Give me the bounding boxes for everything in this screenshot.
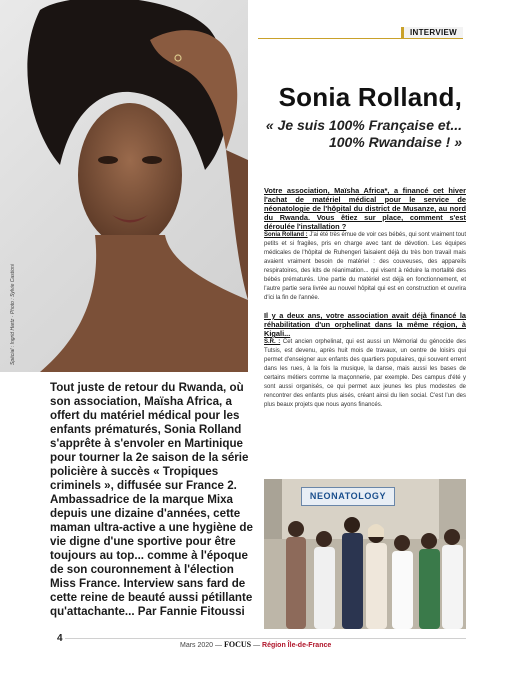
answer-1 bbox=[264, 231, 466, 303]
answer-1-speaker: Sonia Rolland : bbox=[264, 232, 308, 238]
headline: Sonia Rolland, bbox=[278, 82, 462, 112]
question-2: Il y a deux ans, votre association avait déjà financé la réhabilitation d'un orphelinat dans la même région, à Kigali... bbox=[264, 311, 466, 338]
section-rule bbox=[258, 38, 463, 39]
subtitle: « Je suis 100% Française et... 100% Rwandaise ! » bbox=[265, 117, 462, 150]
neonatology-sign: NEONATOLOGY bbox=[301, 487, 395, 506]
footer-date: Mars 2020 bbox=[180, 642, 214, 649]
portrait-illustration bbox=[0, 0, 248, 372]
group-photo bbox=[264, 479, 466, 629]
footer-region: Région Île-de-France bbox=[262, 642, 332, 649]
answer-1-text: J'ai été très émue de voir ces bébés, qui sont vraiment tout petits et si fragiles, pris en charge avec tant de dévotion. Les équipes médicales de l'hôpital de Ruhengeri faisaient déjà du très bon travail mais avaient vraiment besoin de matériel : des couveuses, des appareils respiratoires, des kits de réanimation... qui visent à réduire la mortalité des bébés prématurés. Une partie du matériel est déjà en fonctionnement, et l'autre partie sera livrée au nouvel hôpital qui est en construction et ouvrira d'ici la fin de l'année. bbox=[264, 232, 466, 301]
footer-sep-2: — bbox=[253, 642, 261, 649]
answer-2-text: Cet ancien orphelinat, qui est aussi un Mémorial du génocide des Tutsis, est devenu, après huit mois de travaux, un centre de loisirs qui permet d'enseigner aux enfants des quartiers populaires, qui souvent errent dans les rues, à la fois la musique, la danse, mais aussi les bases de certains métiers comme la maçonnerie, par exemple. Des campus d'été y sont aussi organisés, ce qui permet aux jeunes les plus modestes de rencontrer des enfants plus aisés, créant ainsi du lien social. C'est l'un des plus beaux projets que nous ayons financés. bbox=[264, 339, 466, 408]
interview-article bbox=[264, 186, 466, 418]
footer-sep-1: — bbox=[215, 642, 223, 649]
footer-rule bbox=[65, 638, 466, 639]
footer bbox=[180, 640, 331, 649]
photo-credit: Spécial : Ingrid Hartz · Photo : Sylvie Castioni bbox=[10, 264, 16, 365]
page-number: 4 bbox=[57, 633, 63, 644]
portrait-photo bbox=[0, 0, 248, 372]
section-tag: INTERVIEW bbox=[401, 27, 463, 38]
question-1: Votre association, Maïsha Africa*, a financé cet hiver l'achat de matériel médical pour le service de néonatologie de l'hôpital du district de Musanze, au nord du Rwanda. Vous êtiez sur place, comment s'est déroulée l'installation ? bbox=[264, 186, 466, 231]
answer-2 bbox=[264, 338, 466, 410]
answer-2-speaker: S.R. : bbox=[264, 339, 281, 345]
intro-paragraph: Tout juste de retour du Rwanda, où son association, Maïsha Africa, a offert du matériel médical pour les enfants prématurés, Sonia Rolland s'apprête à s'envoler en Martinique pour tourner la 2e saison de la série policière à succès « Tropiques criminels », diffusée sur France 2. Ambassadrice de la marque Mixa depuis une dizaine d'années, cette maman ultra-active a une hygiène de vie digne d'une sportive pour être toujours au top... comme à l'époque de son couronnement à l'élection Miss France. Interview sans fard de cette reine de beauté aussi pétillante qu'attachante... Par Fannie Fitoussi bbox=[50, 381, 253, 618]
magazine-name: FOCUS bbox=[223, 640, 252, 649]
